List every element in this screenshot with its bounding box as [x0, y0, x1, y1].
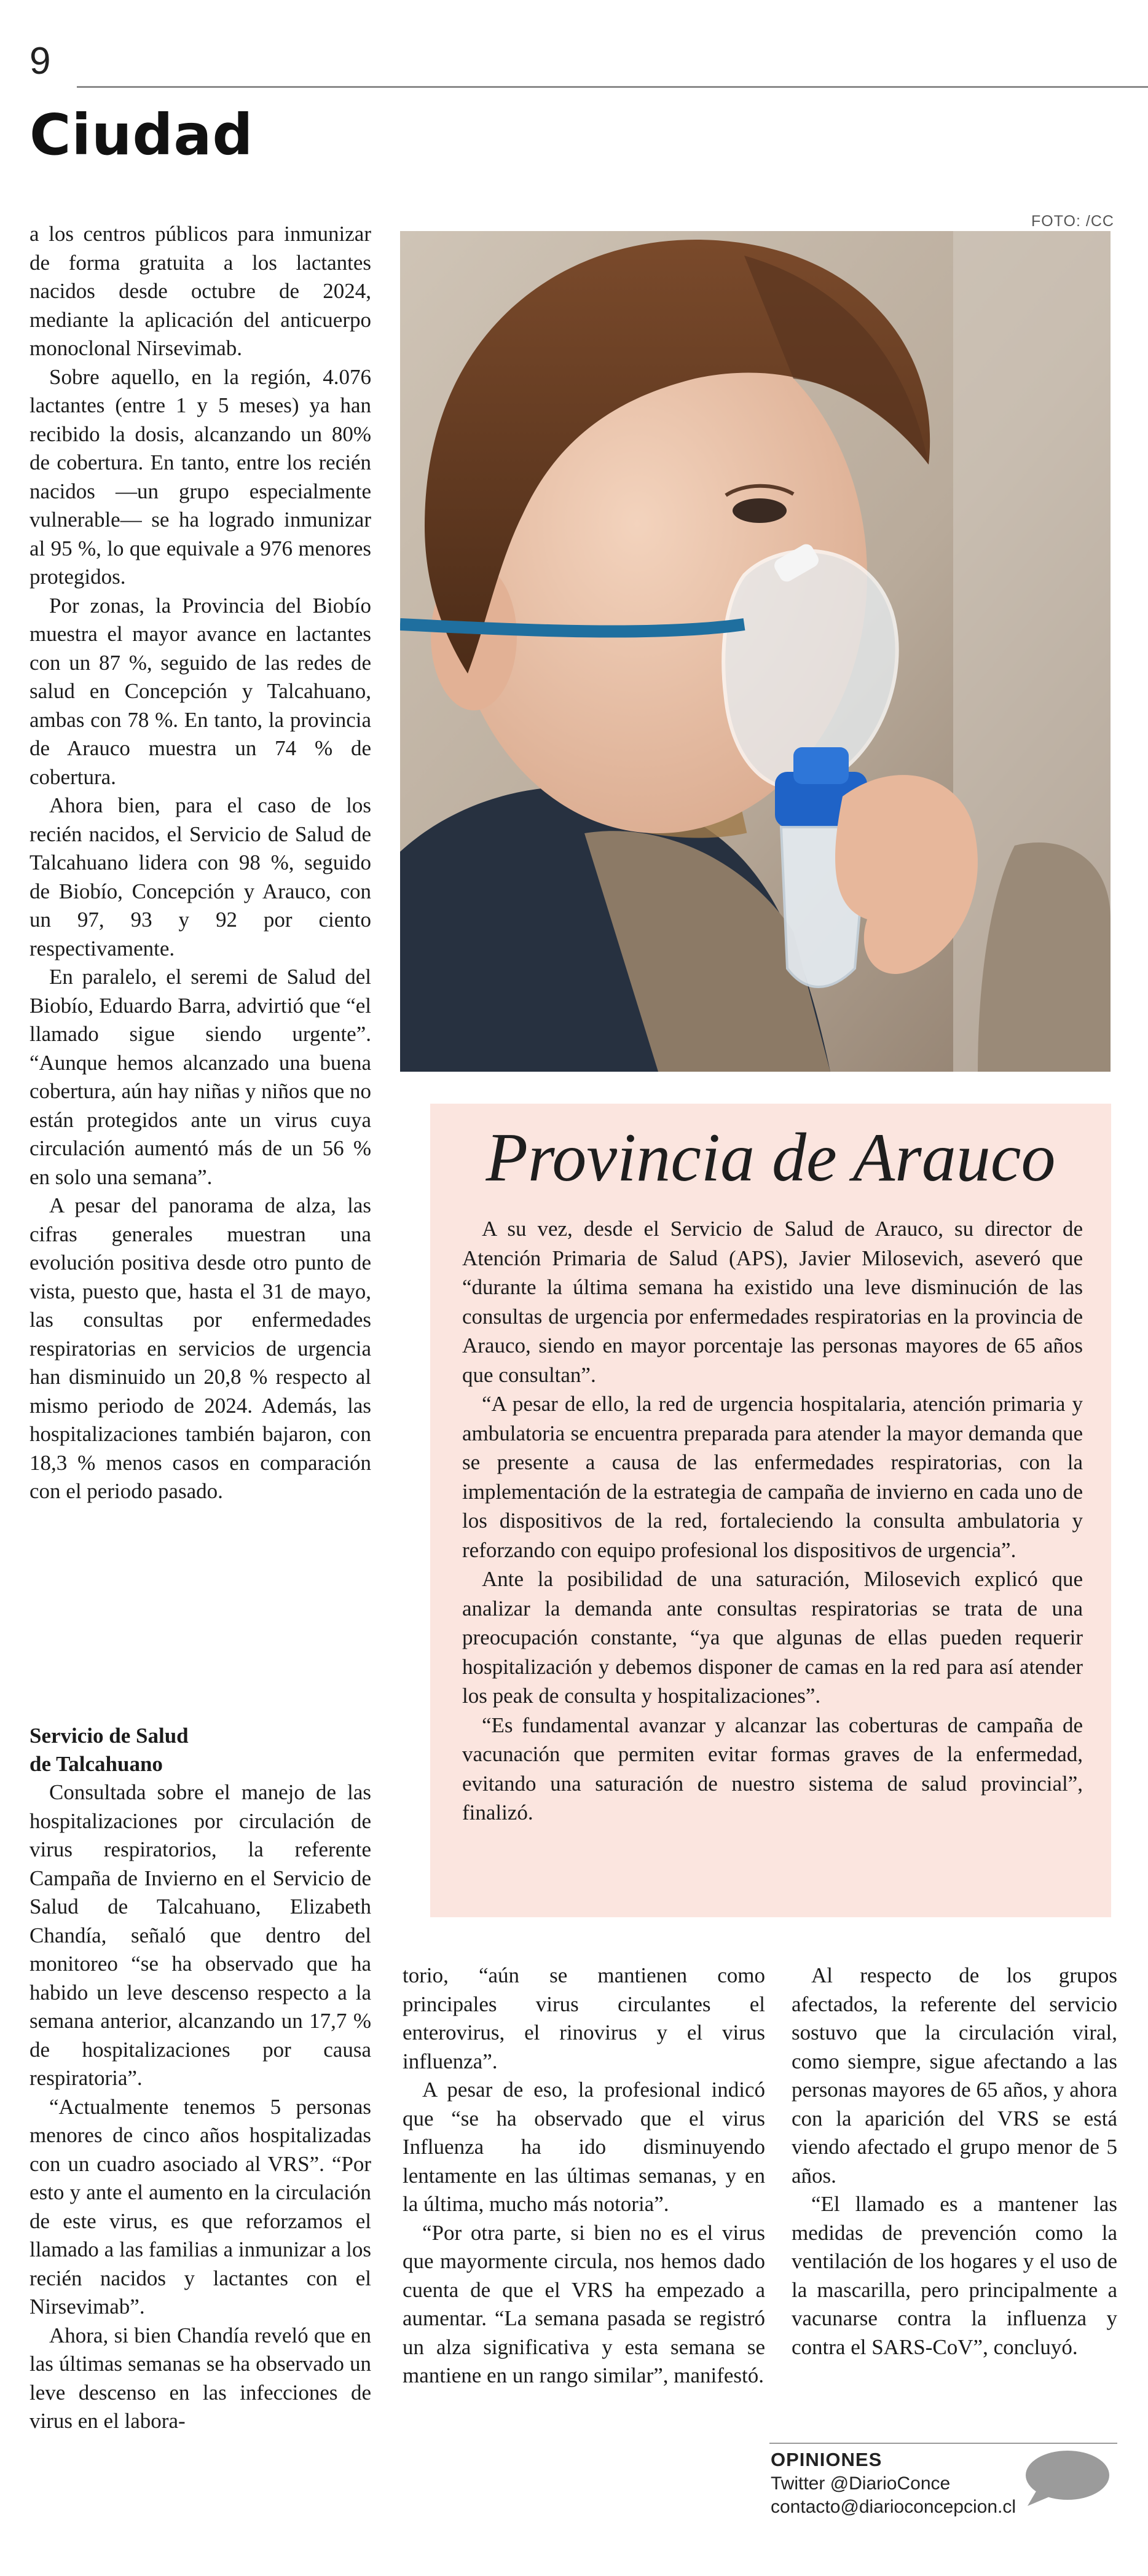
paragraph: a los centros públicos para inmunizar de forma gratuita a los lactantes nacidos desde octubre de 2024, mediante la aplicación del anticuerpo monoclonal Nirsevimab. — [29, 222, 371, 360]
paragraph: Ahora, si bien Chandía reveló que en las últimas semanas se ha observado un leve descenso en las infecciones de virus en el labora- — [29, 2323, 371, 2433]
article-column-left-lower — [29, 1722, 371, 2436]
paragraph: A pesar del panorama de alza, las cifras generales muestran una evolución positiva desde otro punto de vista, puesto que, hasta el 31 de mayo, las consultas por enfermedades respiratorias en servicios de urgencia han disminuido un 20,8 % respecto al mismo periodo de 2024. Además, las hospitalizaciones también bajaron, con 18,3 % menos casos en comparación con el periodo pasado. — [29, 1193, 371, 1503]
paragraph: Ante la posibilidad de una saturación, Milosevich explicó que analizar la demanda ante consultas respiratorias se trata de una preocupación constante, “ya que algunas de ellas pueden requerir hospitalización y debemos disponer de camas en la red para así atender los peak de consulta y hospitalizaciones”. — [462, 1567, 1083, 1708]
article-column-right — [792, 1961, 1117, 2362]
paragraph: Por zonas, la Provincia del Biobío muestra el mayor avance en lactantes con un 87 %, seguido de las redes de salud en Concepción y Talcahuano, ambas con 78 %. En tanto, la provincia de Arauco muestra un 74 % de cobertura. — [29, 593, 371, 789]
twitter-handle[interactable]: Twitter @DiarioConce — [771, 2473, 951, 2494]
subheading-line: de Talcahuano — [29, 1752, 163, 1776]
opinions-rule — [769, 2443, 1117, 2444]
article-column-left — [29, 220, 371, 1506]
paragraph: Al respecto de los grupos afectados, la referente del servicio sostuvo que la circulación viral, como siempre, sigue afectando a las personas mayores de 65 años, y ahora con la aparición del VRS se está viendo afectado el grupo menor de 5 años. — [792, 1963, 1117, 2188]
paragraph: torio, “aún se mantienen como principales virus circulantes el enterovirus, el rinovirus y el virus influenza”. — [403, 1963, 765, 2073]
subheading-line: Servicio de Salud — [29, 1724, 189, 1748]
child-nebulizer-illustration — [400, 231, 1111, 1072]
paragraph: A pesar de eso, la profesional indicó que “se ha observado que el virus Influenza ha ido disminuyendo lentamente en las últimas semanas, y en la última, mucho más notoria”. — [403, 2078, 765, 2216]
article-photo — [400, 231, 1111, 1072]
sidebar-title: Provincia de Arauco — [486, 1120, 1056, 1196]
photo-credit: FOTO: /CC — [1031, 213, 1114, 230]
paragraph: “Actualmente tenemos 5 personas menores de cinco años hospitalizadas con un cuadro asociado al VRS”. “Por esto y ante el aumento en la circulación de este virus, es que reforzamos el llamado a las familias a inmunizar a los recién nacidos y lactantes con el Nirsevimab”. — [29, 2094, 371, 2319]
section-title: Ciudad — [29, 102, 254, 168]
paragraph: “A pesar de ello, la red de urgencia hospitalaria, atención primaria y ambulatoria se encuentra preparada para atender la mayor demanda que se presente a causa de las enfermedades respiratorias, con la implementación de la estrategia de campaña de invierno en cada uno de los dispositivos de la red, fortaleciendo la consulta ambulatoria y reforzando con equipo profesional los dispositivos de urgencia”. — [462, 1392, 1083, 1562]
opinions-title: OPINIONES — [771, 2449, 883, 2470]
sidebar-text — [462, 1214, 1083, 1828]
header-rule — [77, 86, 1148, 88]
paragraph: Consultada sobre el manejo de las hospitalizaciones por circulación de virus respiratorios, la referente Campaña de Invierno en el Servicio de Salud de Talcahuano, Elizabeth Chandía, señaló que dentro del monitoreo “se ha observado que ha habido un leve descenso respecto a la semana anterior, alcanzando un 17,7 % de hospitalizaciones por causa respiratoria”. — [29, 1780, 371, 2090]
paragraph: “Por otra parte, si bien no es el virus que mayormente circula, nos hemos dado cuenta de que el VRS ha empezado a aumentar. “La semana pasada se registró un alza significativa y esta semana se mantiene en un rango similar”, manifestó. — [403, 2220, 765, 2387]
paragraph: “El llamado es a mantener las medidas de prevención como la ventilación de los hogares y el uso de la mascarilla, pero principalmente a vacunarse contra la influenza y contra el SARS-CoV”, concluyó. — [792, 2192, 1117, 2359]
paragraph: Sobre aquello, en la región, 4.076 lactantes (entre 1 y 5 meses) ya han recibido la dosis, alcanzando un 80% de cobertura. En tanto, entre los recién nacidos —un grupo especialmente vulnerable— se ha logrado inmunizar al 95 %, lo que equivale a 976 menores protegidos. — [29, 364, 371, 589]
paragraph: Ahora bien, para el caso de los recién nacidos, el Servicio de Salud de Talcahuano lidera con 98 %, seguido de Biobío, Concepción y Arauco, con un 97, 93 y 92 por ciento respectivamente. — [29, 793, 371, 960]
article-column-middle — [403, 1961, 765, 2390]
contact-email[interactable]: contacto@diarioconcepcion.cl — [771, 2497, 1016, 2517]
paragraph: En paralelo, el seremi de Salud del Biobío, Eduardo Barra, advirtió que “el llamado sigue siendo urgente”. “Aunque hemos alcanzado una buena cobertura, aún hay niñas y niños que no están protegidos ante un virus cuya circulación aumentó más de un 56 % en solo una semana”. — [29, 965, 371, 1189]
page-number: 9 — [29, 40, 51, 82]
paragraph: A su vez, desde el Servicio de Salud de Arauco, su director de Atención Primaria de Salud (APS), Javier Milosevich, aseveró que “durante la última semana ha existido una leve disminución de las consultas de urgencia por enfermedades respiratorias en la provincia de Arauco, siendo en mayor porcentaje las personas mayores de 65 años que consultan”. — [462, 1217, 1083, 1387]
speech-bubble-icon — [1024, 2448, 1111, 2507]
paragraph: “Es fundamental avanzar y alcanzar las coberturas de campaña de vacunación que permiten evitar formas graves de la enfermedad, evitando una saturación de nuestro sistema de salud provincial”, finalizó. — [462, 1713, 1083, 1824]
